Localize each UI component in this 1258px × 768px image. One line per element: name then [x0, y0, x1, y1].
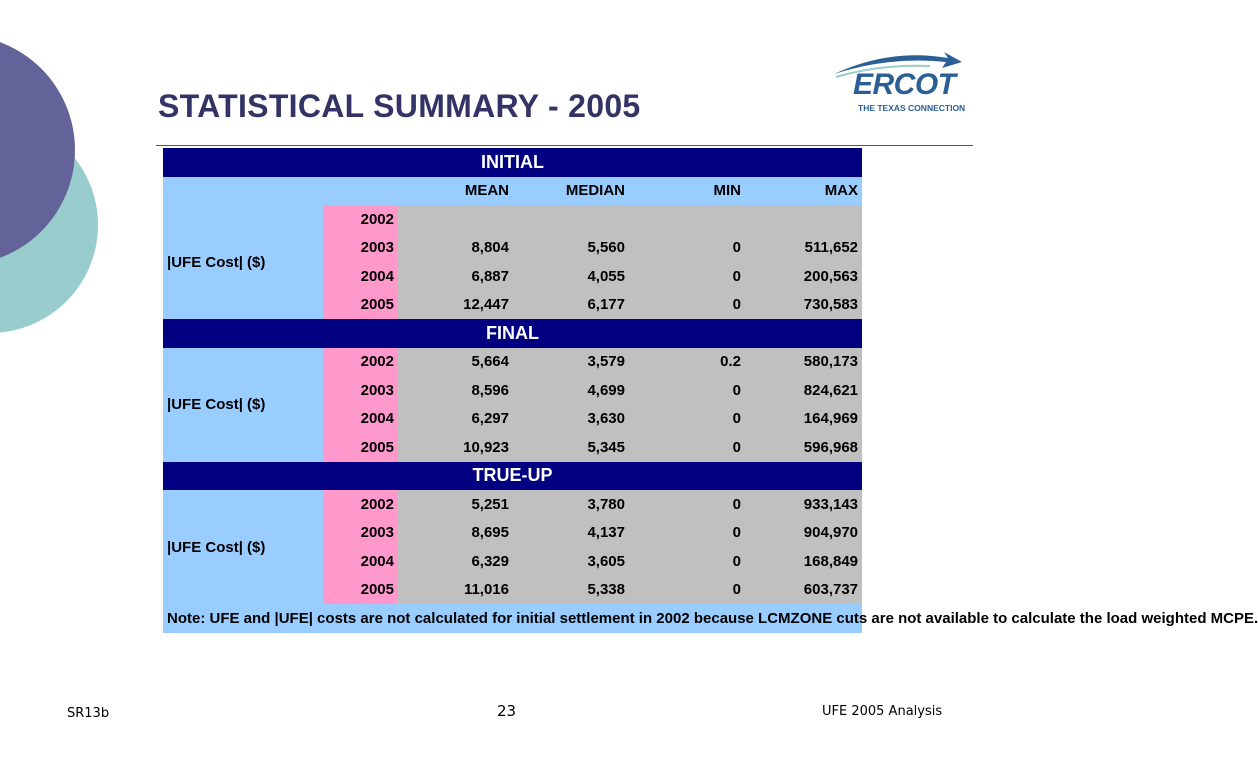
- year-cell: 2005: [323, 291, 398, 320]
- section-header: FINAL: [163, 319, 862, 348]
- value-cell: 596,968: [745, 433, 862, 462]
- value-cell: 5,338: [513, 576, 629, 605]
- year-cell: 2004: [323, 405, 398, 434]
- year-cell: 2004: [323, 547, 398, 576]
- value-cell: 0: [629, 262, 745, 291]
- column-header: MEAN: [398, 177, 513, 206]
- column-header: MAX: [745, 177, 862, 206]
- value-cell: 200,563: [745, 262, 862, 291]
- value-cell: 4,699: [513, 376, 629, 405]
- value-cell: 6,329: [398, 547, 513, 576]
- value-cell: 164,969: [745, 405, 862, 434]
- value-cell: 3,605: [513, 547, 629, 576]
- value-cell: 10,923: [398, 433, 513, 462]
- section-header-row: [163, 319, 862, 348]
- statistics-table: [163, 148, 1258, 633]
- value-cell: 5,345: [513, 433, 629, 462]
- row-group-label: |UFE Cost| ($): [163, 490, 323, 604]
- decorative-circles: [0, 0, 110, 400]
- table-row: [163, 490, 862, 519]
- logo-tagline: THE TEXAS CONNECTION: [858, 103, 966, 113]
- value-cell: [629, 205, 745, 234]
- year-cell: 2004: [323, 262, 398, 291]
- year-cell: 2002: [323, 490, 398, 519]
- value-cell: 5,560: [513, 234, 629, 263]
- value-cell: 730,583: [745, 291, 862, 320]
- section-header: TRUE-UP: [163, 462, 862, 491]
- value-cell: 3,780: [513, 490, 629, 519]
- section-header-row: [163, 462, 862, 491]
- year-cell: 2003: [323, 519, 398, 548]
- year-cell: 2002: [323, 348, 398, 377]
- value-cell: 0.2: [629, 348, 745, 377]
- value-cell: 511,652: [745, 234, 862, 263]
- value-cell: 0: [629, 291, 745, 320]
- value-cell: 0: [629, 519, 745, 548]
- slide-title: STATISTICAL SUMMARY - 2005: [158, 88, 641, 124]
- value-cell: 12,447: [398, 291, 513, 320]
- value-cell: 3,630: [513, 405, 629, 434]
- table-row: [163, 348, 862, 377]
- value-cell: [398, 205, 513, 234]
- value-cell: 933,143: [745, 490, 862, 519]
- value-cell: 8,804: [398, 234, 513, 263]
- value-cell: 168,849: [745, 547, 862, 576]
- value-cell: [745, 205, 862, 234]
- value-cell: 8,596: [398, 376, 513, 405]
- year-cell: 2002: [323, 205, 398, 234]
- value-cell: 3,579: [513, 348, 629, 377]
- year-cell: 2003: [323, 376, 398, 405]
- column-header: MIN: [629, 177, 745, 206]
- page-number: 23: [497, 702, 517, 720]
- value-cell: 580,173: [745, 348, 862, 377]
- value-cell: 0: [629, 547, 745, 576]
- row-group-label: |UFE Cost| ($): [163, 348, 323, 462]
- note-row: [163, 604, 862, 633]
- table-note: Note: UFE and |UFE| costs are not calculated for initial settlement in 2002 because LCMZONE cuts are not available to calculate the load weighted MCPE.: [163, 604, 862, 633]
- table-row: [163, 205, 862, 234]
- value-cell: 11,016: [398, 576, 513, 605]
- header-spacer: [163, 177, 398, 206]
- title-divider: [156, 145, 973, 146]
- value-cell: 6,297: [398, 405, 513, 434]
- value-cell: 904,970: [745, 519, 862, 548]
- row-group-label: |UFE Cost| ($): [163, 205, 323, 319]
- value-cell: 8,695: [398, 519, 513, 548]
- value-cell: 5,664: [398, 348, 513, 377]
- value-cell: 5,251: [398, 490, 513, 519]
- value-cell: 0: [629, 490, 745, 519]
- value-cell: 0: [629, 376, 745, 405]
- value-cell: 0: [629, 234, 745, 263]
- value-cell: 0: [629, 433, 745, 462]
- value-cell: 6,177: [513, 291, 629, 320]
- ercot-logo: [830, 44, 975, 116]
- year-cell: 2003: [323, 234, 398, 263]
- value-cell: 824,621: [745, 376, 862, 405]
- value-cell: 6,887: [398, 262, 513, 291]
- value-cell: 4,055: [513, 262, 629, 291]
- value-cell: 603,737: [745, 576, 862, 605]
- value-cell: 0: [629, 576, 745, 605]
- value-cell: 4,137: [513, 519, 629, 548]
- year-cell: 2005: [323, 576, 398, 605]
- footer-right: UFE 2005 Analysis: [822, 704, 943, 719]
- logo-wordmark: ERCOT: [853, 68, 956, 101]
- footer-left: SR13b: [67, 706, 110, 721]
- column-header-row: [163, 177, 862, 206]
- value-cell: 0: [629, 405, 745, 434]
- value-cell: [513, 205, 629, 234]
- column-header: MEDIAN: [513, 177, 629, 206]
- year-cell: 2005: [323, 433, 398, 462]
- section-header-row: [163, 148, 862, 177]
- section-header: INITIAL: [163, 148, 862, 177]
